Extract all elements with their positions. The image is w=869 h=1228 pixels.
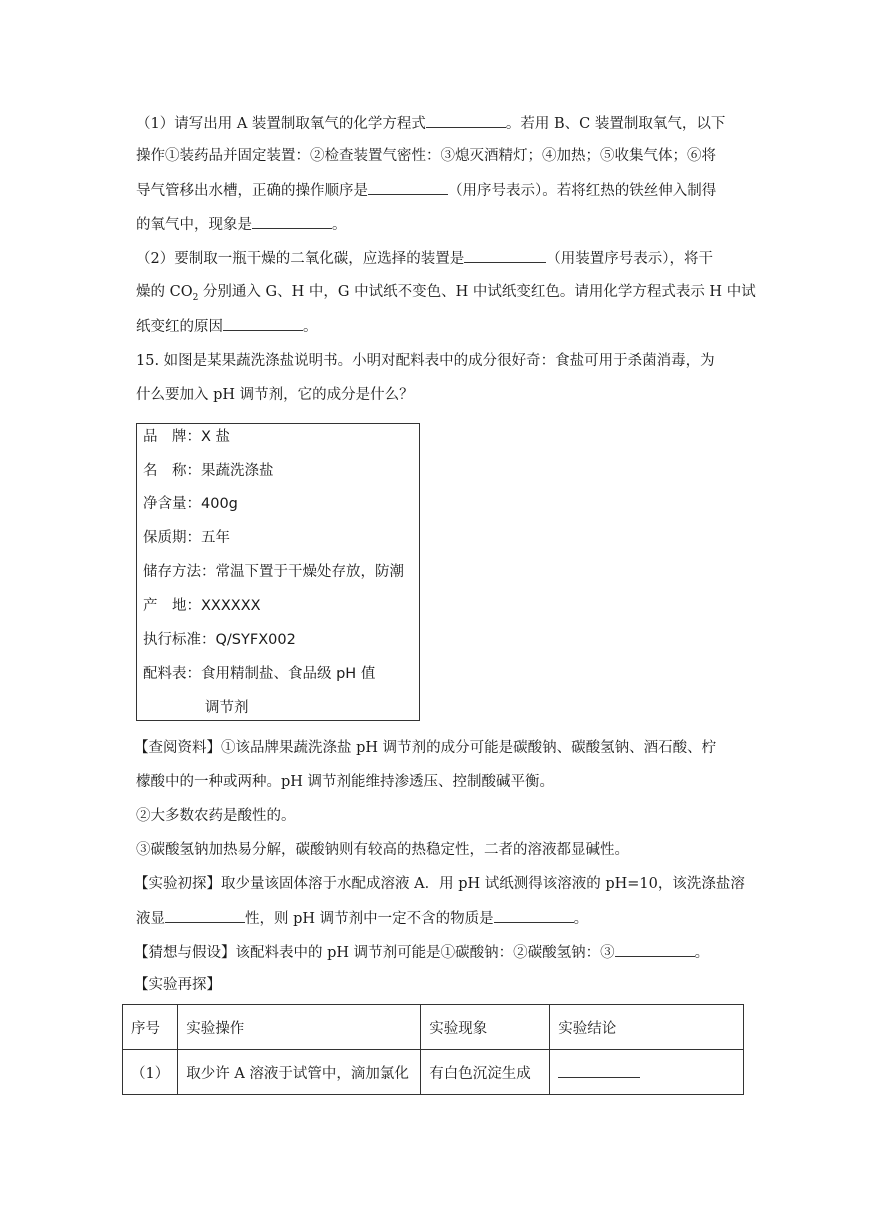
label-origin: 产 地：XXXXXX (143, 598, 261, 614)
text: 导气管移出水槽，正确的操作顺序是 (136, 183, 368, 199)
cell-number: （1） (123, 1050, 178, 1095)
answer-blank[interactable] (368, 180, 448, 195)
info-research-line1: 【查阅资料】①该品牌果蔬洗涤盐 pH 调节剂的成分可能是碳酸钠、碳酸氢钠、酒石酸、柠 (134, 740, 717, 756)
table-row (123, 1050, 744, 1095)
cell-operation: 取少许 A 溶液于试管中，滴加氯化 (178, 1050, 421, 1095)
text: 。 (573, 911, 589, 927)
q14-part1-line4 (136, 214, 347, 235)
text: 液显 (136, 911, 165, 927)
q14-part1-line1 (136, 113, 725, 134)
cell-conclusion (550, 1050, 744, 1095)
q14-part1-line2 (136, 146, 716, 166)
answer-blank[interactable] (426, 113, 506, 128)
answer-blank[interactable] (165, 908, 245, 923)
cell-phenomenon: 有白色沉淀生成 (421, 1050, 550, 1095)
q14-part1-line3 (136, 180, 716, 201)
product-label (136, 423, 420, 721)
hypothesis (134, 942, 709, 963)
label-standard: 执行标准：Q/SYFX002 (143, 632, 296, 648)
text: 。 (303, 319, 318, 335)
subscript: 2 (192, 292, 199, 303)
header-operation: 实验操作 (178, 1005, 421, 1050)
label-ingredients: 配料表：食用精制盐、食品级 pH 值 (143, 666, 376, 682)
text: 分别通入 G、H 中，G 中试纸不变色、H 中试纸变红色。请用化学方程式表示 H 中试 (198, 284, 756, 300)
text: 。 (694, 945, 710, 961)
text: （1）请写出用 A 装置制取氧气的化学方程式 (136, 116, 426, 132)
text: （2）要制取一瓶干燥的二氧化碳，应选择的装置是 (136, 251, 465, 267)
experiment-initial-line1: 【实验初探】取少量该固体溶于水配成溶液 A．用 pH 试纸测得该溶液的 pH=10，该洗涤盐溶 (134, 876, 745, 892)
answer-blank[interactable] (494, 908, 574, 923)
q14-part2-line1 (136, 248, 713, 269)
table-header-row (123, 1005, 744, 1050)
q15-intro-line1: 15. 如图是某果蔬洗涤盐说明书。小明对配料表中的成分很好奇：食盐可用于杀菌消毒，为 (136, 353, 715, 369)
info-research-line2: 檬酸中的一种或两种。pH 调节剂能维持渗透压、控制酸碱平衡。 (136, 774, 555, 790)
text: 纸变红的原因 (136, 319, 223, 335)
text: 的氧气中，现象是 (136, 217, 252, 233)
info-item2: ②大多数农药是酸性的。 (136, 808, 296, 824)
q14-part2-line2 (136, 282, 756, 308)
q15-intro-line2: 什么要加入 pH 调节剂，它的成分是什么？ (136, 387, 414, 403)
text: 操作①装药品并固定装置：②检查装置气密性：③熄灭酒精灯；④加热；⑤收集气体；⑥将 (136, 148, 716, 164)
label-name: 名 称：果蔬洗涤盐 (143, 463, 274, 479)
header-phenomenon: 实验现象 (421, 1005, 550, 1050)
answer-blank[interactable] (252, 214, 332, 229)
text: 。若用 B、C 装置制取氧气，以下 (505, 116, 726, 132)
header-number: 序号 (123, 1005, 178, 1050)
experiment-table (122, 1004, 744, 1095)
text: （用装置序号表示），将干 (546, 251, 713, 267)
text: 【猜想与假设】该配料表中的 pH 调节剂可能是①碳酸钠：②碳酸氢钠：③ (134, 945, 615, 961)
text: 燥的 CO (136, 284, 193, 300)
q14-part2-line3 (136, 316, 318, 337)
label-brand: 品 牌：X 盐 (143, 429, 231, 445)
label-storage: 储存方法：常温下置于干燥处存放，防潮 (143, 564, 404, 580)
label-ingredients-cont: 调节剂 (205, 700, 249, 716)
experiment-initial-line2 (136, 908, 588, 929)
label-net-content: 净含量：400g (143, 496, 238, 512)
info-item3: ③碳酸氢钠加热易分解，碳酸钠则有较高的热稳定性，二者的溶液都显碱性。 (136, 842, 629, 858)
header-conclusion: 实验结论 (550, 1005, 744, 1050)
answer-blank[interactable] (223, 316, 303, 331)
text: 。 (332, 217, 347, 233)
experiment-again-heading: 【实验再探】 (134, 977, 221, 993)
text: 性，则 pH 调节剂中一定不含的物质是 (245, 911, 494, 927)
label-shelf-life: 保质期：五年 (143, 530, 230, 546)
text: （用序号表示）。若将红热的铁丝伸入制得 (448, 183, 717, 199)
answer-blank[interactable] (558, 1063, 640, 1078)
answer-blank[interactable] (615, 942, 695, 957)
answer-blank[interactable] (464, 248, 546, 263)
